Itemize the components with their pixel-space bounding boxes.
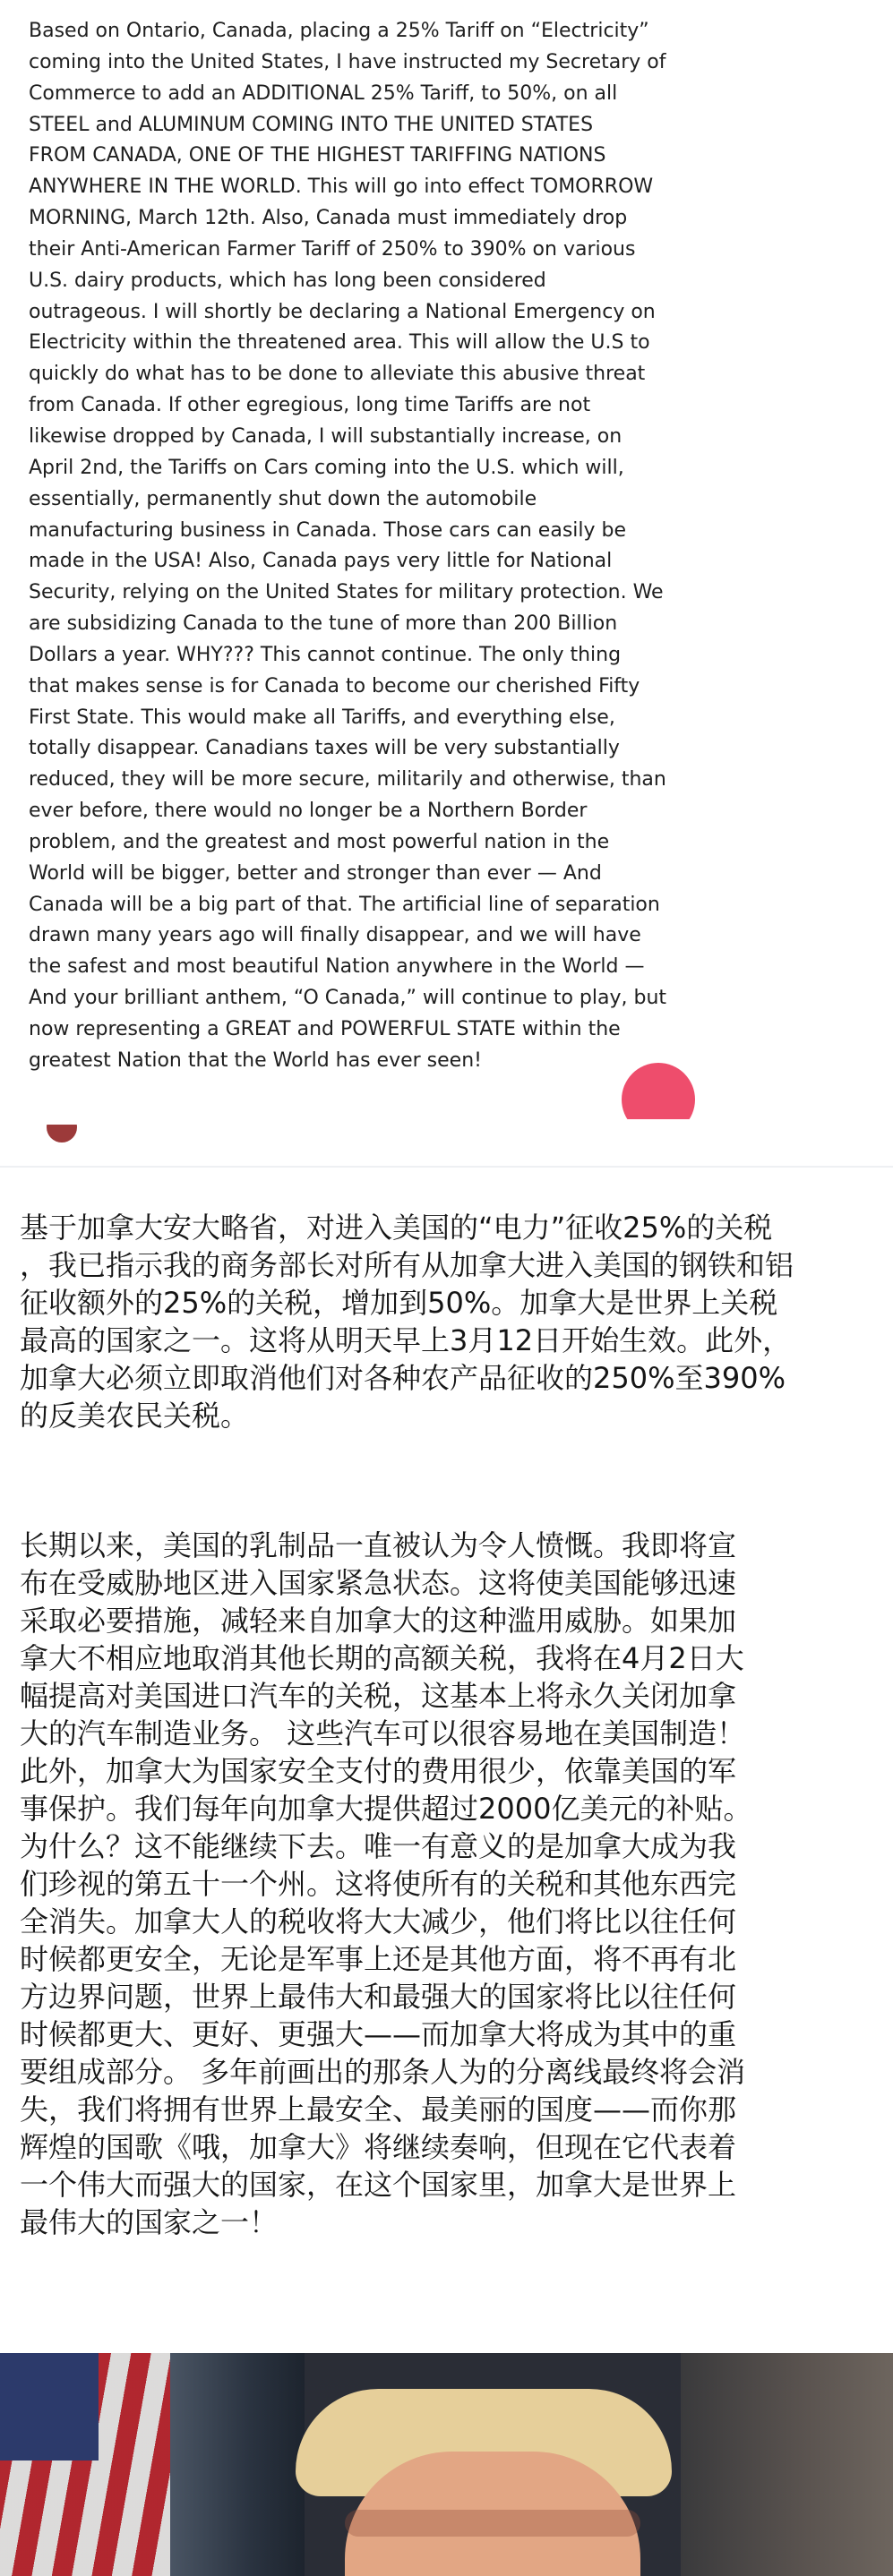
english-post-line: drawn many years ago will finally disappear, and we will have: [29, 924, 641, 947]
chinese-p2-line: 一个伟大而强大的国家，在这个国家里，加拿大是世界上: [20, 2168, 737, 2202]
video-thumbnail[interactable]: [0, 2353, 893, 2576]
english-post-line: World will be bigger, better and stronger than ever — And: [29, 861, 602, 885]
chinese-p2-line: 布在受威胁地区进入国家紧急状态。这将使美国能够迅速: [20, 1566, 737, 1600]
english-post-line: Based on Ontario, Canada, placing a 25% Tariff on “Electricity”: [29, 20, 649, 42]
chinese-p2-line: 时候都更安全，无论是军事上还是其他方面，将不再有北: [20, 1942, 737, 1976]
english-post-line: Electricity within the threatened area. This will allow the U.S to: [29, 331, 650, 355]
chinese-p2-line: 们珍视的第五十一个州。这将使所有的关税和其他东西完: [20, 1867, 737, 1901]
english-post-line: April 2nd, the Tariffs on Cars coming into the U.S. which will,: [29, 456, 624, 479]
english-post-line: likewise dropped by Canada, I will substantially increase, on: [29, 424, 623, 448]
english-post-line: MORNING, March 12th. Also, Canada must immediately drop: [29, 207, 628, 230]
chinese-p2-line: 全消失。加拿大人的税收将大大减少，他们将比以往任何: [20, 1904, 737, 1938]
english-post-line: outrageous. I will shortly be declaring a National Emergency on: [29, 300, 656, 323]
english-post-line: reduced, they will be more secure, militarily and otherwise, than: [29, 768, 666, 792]
english-post-line: greatest Nation that the World has ever seen!: [29, 1048, 482, 1072]
portrait-brow-shadow: [345, 2510, 640, 2537]
chinese-p2-line: 时候都更大、更好、更强大——而加拿大将成为其中的重: [20, 2017, 737, 2051]
chinese-p1-line: 征收额外的25%的关税，增加到50%。加拿大是世界上关税: [20, 1286, 778, 1320]
english-post-line: ANYWHERE IN THE WORLD. This will go into effect TOMORROW: [29, 175, 654, 199]
english-post-line: quickly do what has to be done to alleviate this abusive threat: [29, 363, 646, 386]
english-post-line: ever before, there would no longer be a Northern Border: [29, 800, 588, 823]
english-post-line: FROM CANADA, ONE OF THE HIGHEST TARIFFING NATIONS: [29, 144, 606, 167]
chinese-p2-line: 事保护。我们每年向加拿大提供超过2000亿美元的补贴。: [20, 1792, 752, 1826]
english-post-line: And your brilliant anthem, “O Canada,” will continue to play, but: [29, 987, 667, 1010]
chinese-p2-line: 大的汽车制造业务。 这些汽车可以很容易地在美国制造！: [20, 1716, 746, 1750]
english-post-line: coming into the United States, I have instructed my Secretary of: [29, 50, 666, 73]
english-post-line: Security, relying on the United States for military protection. We: [29, 581, 664, 604]
chinese-p1-line: 加拿大必须立即取消他们对各种农产品征收的250%至390%: [20, 1361, 786, 1395]
chinese-translation-paragraph-1: [20, 1209, 880, 1434]
chinese-p2-line: 为什么？这不能继续下去。唯一有意义的是加拿大成为我: [20, 1829, 737, 1863]
english-post-line: First State. This would make all Tariffs, and everything else,: [29, 706, 615, 729]
english-post-text: [29, 16, 696, 1077]
english-post-line: the safest and most beautiful Nation anywhere in the World —: [29, 955, 645, 979]
english-post-line: STEEL and ALUMINUM COMING INTO THE UNITED STATES: [29, 113, 594, 136]
english-post-line: from Canada. If other egregious, long time Tariffs are not: [29, 394, 591, 417]
cropped-post-header: [0, 1125, 893, 1146]
avatar: [47, 1125, 77, 1143]
english-post-line: now representing a GREAT and POWERFUL STATE within the: [29, 1018, 621, 1040]
chinese-p2-line: 采取必要措施，减轻来自加拿大的这种滥用威胁。如果加: [20, 1604, 737, 1638]
chinese-p2-line: 要组成部分。 多年前画出的那条人为的分离线最终将会消: [20, 2055, 746, 2089]
chinese-p1-line: ，我已指示我的商务部长对所有从加拿大进入美国的钢铁和铝: [20, 1248, 794, 1282]
english-post-line: problem, and the greatest and most powerful nation in the: [29, 830, 610, 853]
chinese-translation-paragraph-2: [20, 1527, 880, 2241]
flag-canton: [0, 2353, 99, 2460]
english-post-line: Commerce to add an ADDITIONAL 25% Tariff, to 50%, on all: [29, 81, 618, 105]
english-post-line: that makes sense is for Canada to become our cherished Fifty: [29, 674, 640, 697]
english-post-line: their Anti-American Farmer Tariff of 250% to 390% on various: [29, 237, 636, 261]
chinese-p2-line: 方边界问题，世界上最伟大和最强大的国家将比以往任何: [20, 1980, 737, 2014]
chinese-p2-line: 幅提高对美国进口汽车的关税，这基本上将永久关闭加拿: [20, 1679, 737, 1713]
header-divider: [0, 1166, 893, 1168]
chinese-p1-line: 最高的国家之一。这将从明天早上3月12日开始生效。此外，: [20, 1323, 792, 1357]
english-post-line: U.S. dairy products, which has long been considered: [29, 269, 546, 292]
chinese-p1-line: 的反美农民关税。: [20, 1399, 250, 1433]
chinese-p2-line: 最伟大的国家之一！: [20, 2205, 279, 2239]
background-wall: [681, 2353, 893, 2576]
english-post-line: totally disappear. Canadians taxes will be very substantially: [29, 737, 620, 760]
english-post-line: are subsidizing Canada to the tune of more than 200 Billion: [29, 612, 618, 636]
english-post-line: made in the USA! Also, Canada pays very little for National: [29, 550, 613, 573]
chinese-p1-line: 基于加拿大安大略省，对进入美国的“电力”征收25%的关税: [20, 1211, 773, 1245]
english-post-line: manufacturing business in Canada. Those cars can easily be: [29, 518, 627, 542]
chinese-p2-line: 长期以来，美国的乳制品一直被认为令人愤慨。我即将宣: [20, 1528, 737, 1562]
chinese-p2-line: 辉煌的国歌《哦，加拿大》将继续奏响，但现在它代表着: [20, 2130, 737, 2164]
chinese-p2-line: 拿大不相应地取消其他长期的高额关税，我将在4月2日大: [20, 1641, 744, 1675]
chinese-p2-line: 失，我们将拥有世界上最安全、最美丽的国度——而你那: [20, 2092, 737, 2127]
background-drape: [170, 2353, 305, 2576]
english-post-line: Canada will be a big part of that. The artificial line of separation: [29, 893, 660, 916]
english-post-line: Dollars a year. WHY??? This cannot continue. The only thing: [29, 643, 622, 666]
chinese-p2-line: 此外，加拿大为国家安全支付的费用很少，依靠美国的军: [20, 1754, 737, 1788]
english-post-line: essentially, permanently shut down the automobile: [29, 487, 537, 510]
english-post-panel: [0, 0, 893, 1119]
